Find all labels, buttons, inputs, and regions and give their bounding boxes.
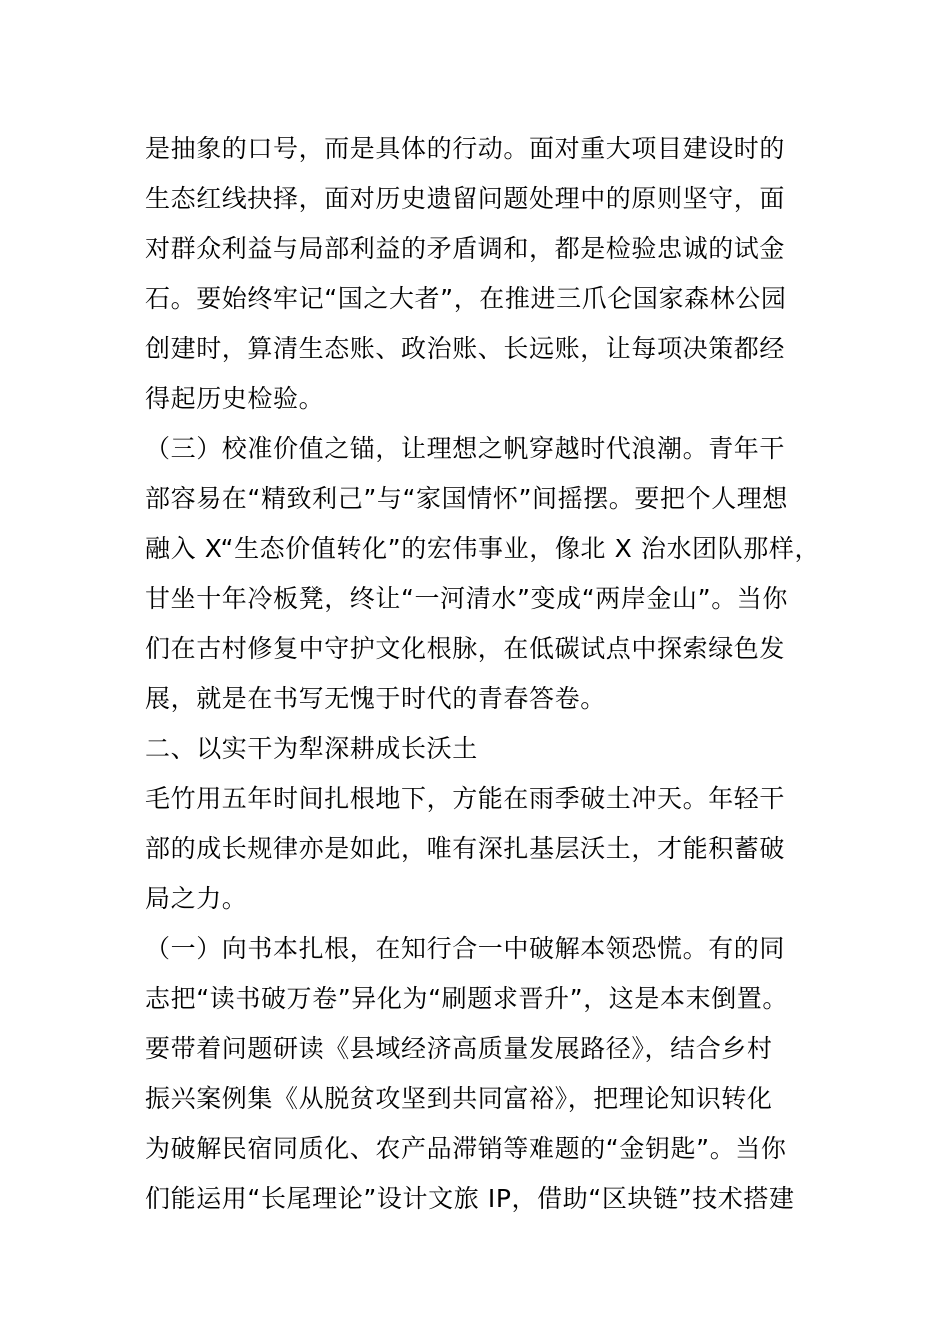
text-line: 得起历史检验。 [145, 384, 325, 413]
text-line: 是抽象的口号，而是具体的行动。面对重大项目建设时的 [145, 134, 786, 163]
subsection-heading-line: （一）向书本扎根，在知行合一中破解本领恐慌。有的同 [145, 934, 786, 963]
text-line: 为破解民宿同质化、农产品滞销等难题的“金钥匙”。当你 [145, 1134, 787, 1163]
body-text [145, 124, 821, 1224]
text-line: 融入 X“生态价值转化”的宏伟事业，像北 X 治水团队那样， [145, 534, 821, 563]
text-line: 局之力。 [145, 884, 248, 913]
subsection-heading-line: （三）校准价值之锚，让理想之帆穿越时代浪潮。青年干 [145, 434, 786, 463]
text-line: 毛竹用五年时间扎根地下，方能在雨季破土冲天。年轻干 [145, 784, 786, 813]
text-line: 甘坐十年冷板凳，终让“一河清水”变成“两岸金山”。当你 [145, 584, 789, 613]
text-line: 展，就是在书写无愧于时代的青春答卷。 [145, 684, 606, 713]
text-line: 志把“读书破万卷”异化为“刷题求晋升”，这是本末倒置。 [145, 984, 789, 1013]
section-heading: 二、以实干为犁深耕成长沃土 [145, 734, 478, 763]
text-line: 部容易在“精致利己”与“家国情怀”间摇摆。要把个人理想 [145, 484, 789, 513]
text-line: 们能运用“长尾理论”设计文旅 IP，借助“区块链”技术搭建 [145, 1184, 795, 1213]
text-line: 振兴案例集《从脱贫攻坚到共同富裕》，把理论知识转化 [145, 1084, 773, 1113]
text-line: 对群众利益与局部利益的矛盾调和，都是检验忠诚的试金 [145, 234, 786, 263]
text-line: 创建时，算清生态账、政治账、长远账，让每项决策都经 [145, 334, 786, 363]
text-line: 石。要始终牢记“国之大者”，在推进三爪仑国家森林公园 [145, 284, 787, 313]
text-line: 们在古村修复中守护文化根脉，在低碳试点中探索绿色发 [145, 634, 786, 663]
text-line: 要带着问题研读《县域经济高质量发展路径》，结合乡村 [145, 1034, 773, 1063]
text-line: 生态红线抉择，面对历史遗留问题处理中的原则坚守，面 [145, 184, 786, 213]
text-line: 部的成长规律亦是如此，唯有深扎基层沃土，才能积蓄破 [145, 834, 786, 863]
